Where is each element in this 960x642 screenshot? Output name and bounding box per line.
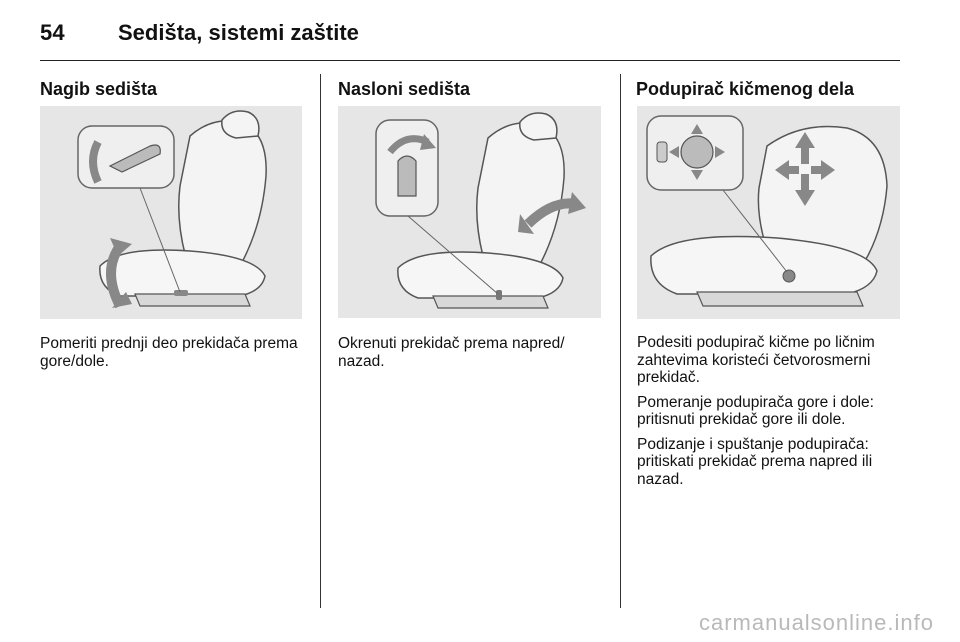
paragraph: Okrenuti prekidač prema napred/ nazad. — [338, 335, 565, 370]
section-text — [637, 334, 905, 495]
seat-tilt-illustration-icon — [40, 106, 302, 319]
section-text — [338, 335, 600, 377]
page-number: 54 — [40, 20, 65, 45]
section-lumbar-support — [636, 78, 906, 100]
watermark: carmanualsonline.info — [698, 610, 934, 635]
seat-backrest-illustration-icon — [338, 106, 601, 318]
chapter-title: Sedišta, sistemi zaštite — [118, 20, 359, 45]
section-backrest — [338, 78, 600, 100]
section-seat-tilt — [40, 78, 302, 100]
header-rule — [40, 60, 900, 61]
section-heading: Podupirač kičmenog dela — [636, 79, 855, 99]
paragraph: Podesiti podupirač kičme po ličnim zahtevima koristeći četvorosmerni prekidač. — [637, 334, 875, 386]
paragraph: Pomeranje podupirača gore i dole: pritisnuti prekidač gore ili dole. — [637, 393, 874, 428]
paragraph: Podizanje i spuštanje podupirača: pritiskati prekidač prema napred ili nazad. — [637, 435, 873, 488]
column-divider-1 — [320, 74, 321, 608]
section-text — [40, 335, 308, 377]
column-divider-2 — [620, 74, 621, 608]
section-heading: Nagib sedišta — [40, 79, 158, 99]
lumbar-support-illustration-icon — [637, 106, 900, 319]
paragraph: Pomeriti prednji deo prekidača prema gore/dole. — [40, 335, 298, 370]
section-heading: Nasloni sedišta — [338, 79, 471, 99]
